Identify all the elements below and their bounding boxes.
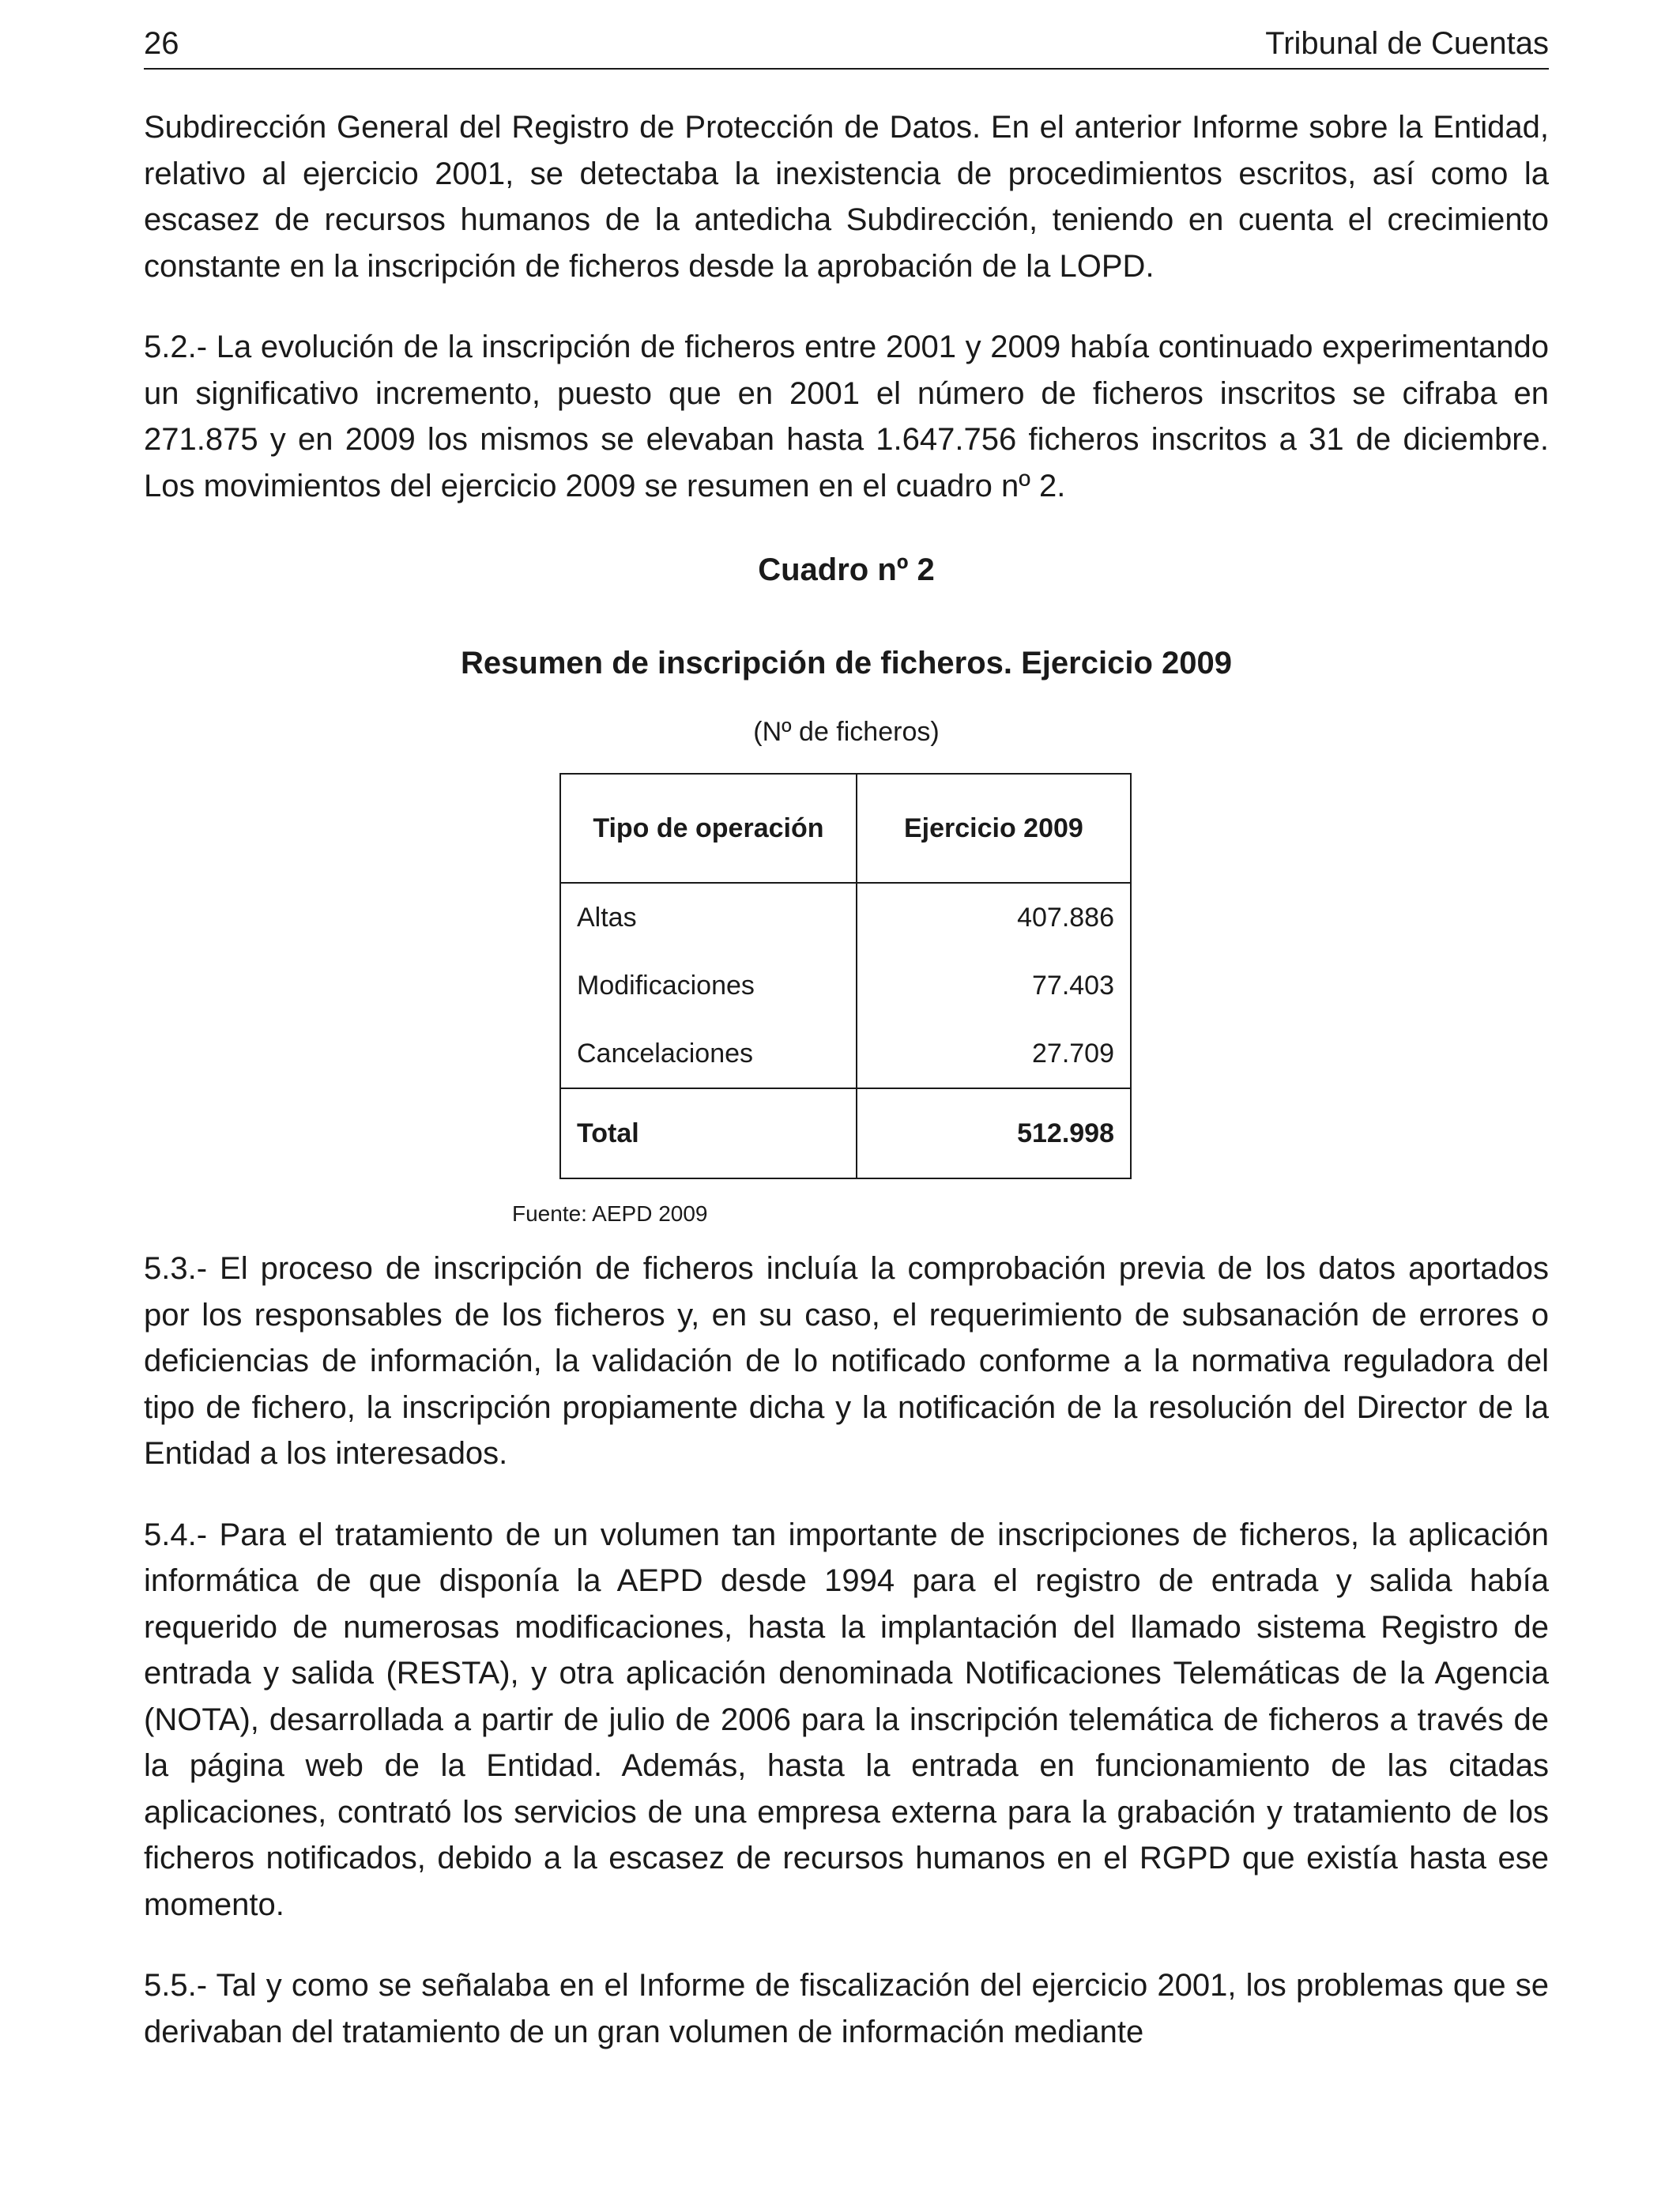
- publisher-name: Tribunal de Cuentas: [1265, 26, 1549, 61]
- document-page: [144, 24, 1549, 2055]
- row-label: Cancelaciones: [560, 1020, 857, 1088]
- row-label: Altas: [560, 883, 857, 952]
- table-header-row: [560, 774, 1131, 883]
- paragraph: Subdirección General del Registro de Protección de Datos. En el anterior Informe sobre la Entidad, relativo al ejercicio 2001, se detectaba la inexistencia de procedimientos escritos, así como la escasez de recursos humanos de la antedicha Subdirección, teniendo en cuenta el crecimiento constante en la inscripción de ficheros desde la aprobación de la LOPD.: [144, 110, 1549, 284]
- total-value: 512.998: [857, 1088, 1131, 1178]
- total-label: Total: [560, 1088, 857, 1178]
- paragraph: 5.4.- Para el tratamiento de un volumen tan importante de inscripciones de ficheros, la aplicación informática de que disponía la AEPD desde 1994 para el registro de entrada y salida había requerido de numerosas modificaciones, hasta la implantación del llamado sistema Registro de entrada y salida (RESTA), y otra aplicación denominada Notificaciones Telemáticas de la Agencia (NOTA), desarrollada a partir de julio de 2006 para la inscripción telemática de ficheros a través de la página web de la Entidad. Además, hasta la entrada en funcionamiento de las citadas aplicaciones, contrató los servicios de una empresa externa para la grabación y tratamiento de los ficheros notificados, debido a la escasez de recursos humanos en el RGPD que existía hasta ese momento.: [144, 1517, 1549, 1922]
- paragraph: 5.2.- La evolución de la inscripción de ficheros entre 2001 y 2009 había continuado experimentando un significativo incremento, puesto que en 2001 el número de ficheros inscritos se cifraba en 271.875 y en 2009 los mismos se elevaban hasta 1.647.756 ficheros inscritos a 31 de diciembre. Los movimientos del ejercicio 2009 se resumen en el cuadro nº 2.: [144, 330, 1549, 503]
- paragraph: 5.5.- Tal y como se señalaba en el Informe de fiscalización del ejercicio 2001, los problemas que se derivaban del tratamiento de un gran volumen de información mediante: [144, 1968, 1549, 2049]
- paragraph: 5.3.- El proceso de inscripción de ficheros incluía la comprobación previa de los datos aportados por los responsables de los ficheros y, en su caso, el requerimiento de subsanación de errores o deficiencias de información, la validación de lo notificado conforme a la normativa reguladora del tipo de fichero, la inscripción propiamente dicha y la notificación de la resolución del Director de la Entidad a los interesados.: [144, 1251, 1549, 1471]
- table-units: (Nº de ficheros): [753, 717, 940, 747]
- page-header: [144, 24, 1549, 70]
- summary-table: [559, 773, 1132, 1179]
- table-title: Resumen de inscripción de ficheros. Ejercicio 2009: [461, 646, 1232, 680]
- page-number: 26: [144, 26, 179, 61]
- column-header: Ejercicio 2009: [857, 774, 1131, 883]
- table-source: Fuente: AEPD 2009: [512, 1201, 708, 1226]
- row-value: 27.709: [857, 1020, 1131, 1088]
- column-header: Tipo de operación: [560, 774, 857, 883]
- row-value: 407.886: [857, 883, 1131, 952]
- row-label: Modificaciones: [560, 952, 857, 1020]
- table-row: [560, 883, 1131, 952]
- table-total-row: [560, 1088, 1131, 1178]
- row-value: 77.403: [857, 952, 1131, 1020]
- table-caption: Cuadro nº 2: [758, 552, 935, 587]
- table-row: [560, 1020, 1131, 1088]
- table-row: [560, 952, 1131, 1020]
